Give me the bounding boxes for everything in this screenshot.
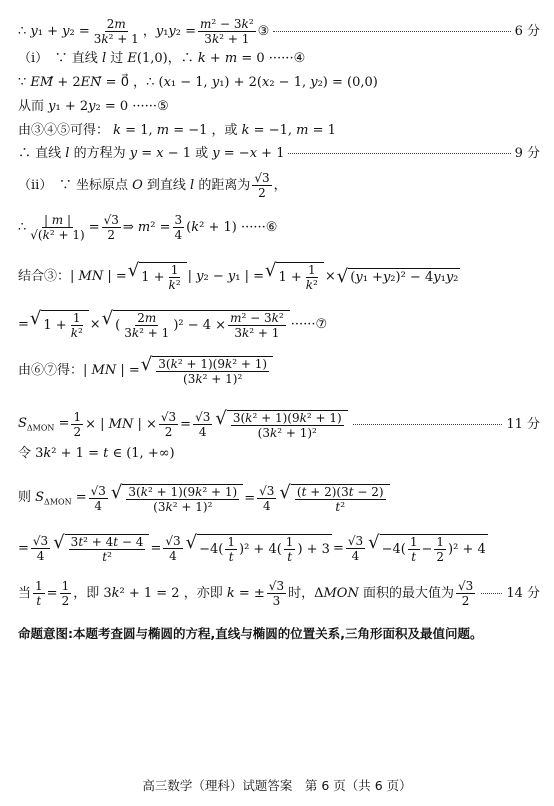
solution-line-7: （ⅱ） ∵ 坐标原点 O 到直线 l 的距离为 $\frac{√3}{2}$ ，: [18, 171, 287, 200]
solution-line-16: 当 $\frac{1}{t}$ = $\frac{1}{2}$ ，即 3k² + 1 = 2 ，亦即 k = ± $\frac{√3}{3}$ 时，ΔMON 面积的最大值为 $\frac{√3}{2}$ 14 分: [18, 579, 540, 608]
score-label: 6 分: [514, 24, 540, 39]
solution-line-10: = √ 1 + $\frac{1}{\text{k²}}$ × √ ( $\frac{2m}{\text{3k² + 1}}$ )² − 4 × $\frac{\text{m² − 3k²}}{\text{3k² + 1}}$ ······⑦: [18, 308, 328, 340]
solution-line-6: ∴ 直线 l 的方程为 y = x − 1 或 y = −x + 1 9 分: [18, 146, 540, 161]
dot-leader: [288, 153, 510, 154]
solution-line-9: 结合③：| MN | = √ 1 + $\frac{1}{\text{k²}}$ | y₂ − y₁ | = √ 1 + $\frac{1}{\text{k²}}$ × √ ( y ₁ + y ₂)² − 4 y ₁ y ₂: [18, 260, 459, 292]
score-label: 11 分: [506, 417, 540, 432]
solution-line-14: 则 $S_{\Delta MON}$ = $\frac{√3}{4}$ √ $\frac{\text{3(k² + 1)(9k² + 1)}}{\text{(3k² + 1)²}}$ = $\frac{√3}{4}$ √ $\frac{(t + 2)(3t - 2)}{\text{t²}}$: [18, 484, 540, 513]
solution-line-13: 令 3k² + 1 = t ∈ (1, +∞): [18, 446, 175, 461]
score-label: 14 分: [506, 586, 540, 601]
problem-intent-note: 命题意图:本题考查圆与椭圆的方程,直线与椭圆的位置关系,三角形面积及最值问题。: [18, 626, 483, 641]
solution-line-11: 由⑥⑦得：| MN | = √ $\frac{\text{3(k² + 1)(9k² + 1)}}{\text{(3k² + 1)²}}$: [18, 356, 540, 385]
score-label: 9 分: [514, 146, 540, 161]
solution-line-5: 由③④⑤可得： k = 1, m = −1 ，或 k = −1, m = 1: [18, 123, 336, 138]
dot-leader: [481, 593, 502, 594]
solution-line-15: = $\frac{√3}{4}$ √ $\frac{\text{3t² + 4t − 4}}{\text{t²}}$ = $\frac{√3}{4}$ √ −4( $\frac{1}{t}$ )² + 4( $\frac{1}{t}$ ) + 3 = $\frac{√3}{4}$ √ −4( $\frac{1}{t}$ − $\frac{1}{2}$ )² + 4: [18, 532, 486, 564]
solution-line-1: ∴ y₁ + y₂ = $\frac{2m}{\text{3k² + 1}}$ ，y₁y₂ = $\frac{\text{m² − 3k²}}{\text{3k² + 1}}$ ③ 6 分: [18, 17, 540, 46]
page-footer: 高三数学（理科）试题答案 第 6 页（共 6 页）: [142, 778, 412, 793]
dot-leader: [273, 31, 510, 32]
dot-leader: [353, 424, 503, 425]
solution-line-3: ∵ EM⃗ + 2EN⃗ = 0⃗ ，∴ (x₁ − 1, y₁) + 2(x₂ − 1, y₂) = (0,0): [18, 75, 378, 90]
solution-line-12: $S_{\Delta MON}$ = $\frac{1}{2}$ × | MN | × $\frac{√3}{2}$ = $\frac{√3}{4}$ √ $\frac{\text{3(k² + 1)(9k² + 1)}}{\text{(3k² + 1)²}}$ 11 分: [18, 408, 540, 440]
solution-line-8: ∴ $\frac{| m |}{\text{√(k² + 1)}}$ = $\frac{√3}{2}$ ⇒ m² = $\frac{3}{4}$ (k² + 1) ······⑥: [18, 213, 278, 242]
solution-line-4: 从而 y₁ + 2y₂ = 0 ······⑤: [18, 99, 169, 114]
solution-line-2: （ⅰ） ∵ 直线 l 过 E(1,0)，∴ k + m = 0 ······④: [18, 51, 306, 66]
